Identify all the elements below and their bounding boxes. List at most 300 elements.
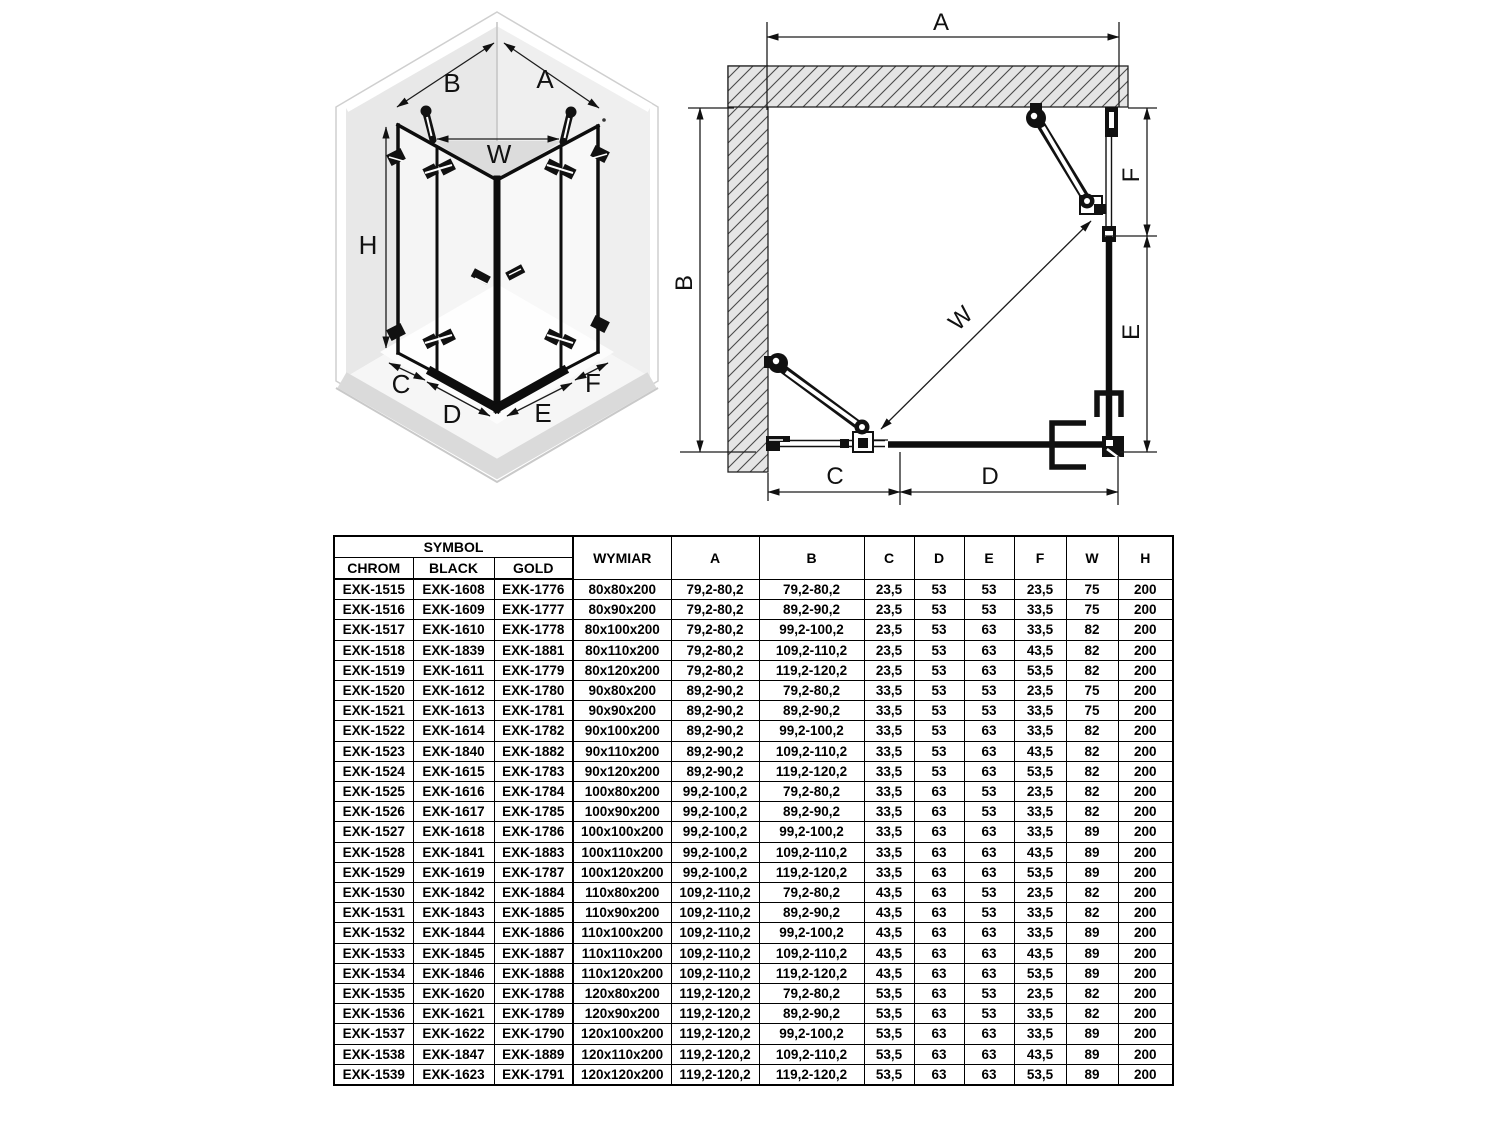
cell-dim-a: 109,2-110,2 — [671, 923, 759, 943]
cell-dim-w: 82 — [1066, 660, 1118, 680]
cell-dim-a: 89,2-90,2 — [671, 761, 759, 781]
cell-dim-d: 63 — [914, 883, 964, 903]
cell-wymiar: 110x90x200 — [573, 903, 671, 923]
cell-dim-a: 89,2-90,2 — [671, 701, 759, 721]
cell-dim-d: 63 — [914, 1044, 964, 1064]
cell-black: EXK-1619 — [413, 862, 494, 882]
cell-black: EXK-1841 — [413, 842, 494, 862]
cell-black: EXK-1614 — [413, 721, 494, 741]
cell-dim-f: 53,5 — [1014, 963, 1066, 983]
cell-dim-d: 63 — [914, 984, 964, 1004]
cell-wymiar: 120x90x200 — [573, 1004, 671, 1024]
cell-black: EXK-1608 — [413, 579, 494, 600]
cell-dim-f: 53,5 — [1014, 761, 1066, 781]
cell-dim-a: 109,2-110,2 — [671, 883, 759, 903]
cell-dim-b: 89,2-90,2 — [759, 802, 864, 822]
cell-dim-e: 53 — [964, 903, 1014, 923]
cell-dim-d: 53 — [914, 761, 964, 781]
cell-dim-h: 200 — [1118, 660, 1173, 680]
cell-chrom: EXK-1516 — [334, 600, 413, 620]
cell-chrom: EXK-1520 — [334, 681, 413, 701]
cell-black: EXK-1616 — [413, 782, 494, 802]
cell-dim-w: 82 — [1066, 903, 1118, 923]
cell-chrom: EXK-1539 — [334, 1064, 413, 1085]
cell-dim-b: 119,2-120,2 — [759, 862, 864, 882]
cell-black: EXK-1618 — [413, 822, 494, 842]
cell-dim-d: 63 — [914, 923, 964, 943]
cell-chrom: EXK-1532 — [334, 923, 413, 943]
table-row — [334, 963, 1173, 983]
cell-dim-d: 63 — [914, 943, 964, 963]
cell-dim-w: 89 — [1066, 1064, 1118, 1085]
cell-black: EXK-1615 — [413, 761, 494, 781]
cell-wymiar: 110x100x200 — [573, 923, 671, 943]
cell-dim-a: 79,2-80,2 — [671, 660, 759, 680]
cell-dim-b: 99,2-100,2 — [759, 721, 864, 741]
table-row — [334, 862, 1173, 882]
cell-gold: EXK-1790 — [494, 1024, 573, 1044]
cell-dim-e: 63 — [964, 1044, 1014, 1064]
cell-gold: EXK-1884 — [494, 883, 573, 903]
cell-dim-a: 79,2-80,2 — [671, 640, 759, 660]
cell-black: EXK-1847 — [413, 1044, 494, 1064]
symbol-group-header: SYMBOL — [334, 536, 573, 558]
col-header-e: E — [964, 536, 1014, 579]
cell-dim-b: 99,2-100,2 — [759, 923, 864, 943]
cell-chrom: EXK-1521 — [334, 701, 413, 721]
cell-gold: EXK-1791 — [494, 1064, 573, 1085]
cell-dim-h: 200 — [1118, 822, 1173, 842]
isometric-diagram — [320, 0, 670, 500]
cell-dim-e: 63 — [964, 1064, 1014, 1085]
cell-dim-w: 82 — [1066, 640, 1118, 660]
cell-dim-b: 99,2-100,2 — [759, 620, 864, 640]
cell-dim-d: 63 — [914, 842, 964, 862]
iso-label-d: D — [442, 399, 462, 429]
cell-dim-w: 89 — [1066, 862, 1118, 882]
plan-label-d: D — [981, 463, 999, 490]
cell-wymiar: 80x90x200 — [573, 600, 671, 620]
cell-dim-d: 53 — [914, 681, 964, 701]
cell-dim-d: 53 — [914, 640, 964, 660]
cell-dim-f: 53,5 — [1014, 862, 1066, 882]
cell-dim-a: 99,2-100,2 — [671, 822, 759, 842]
cell-dim-c: 43,5 — [864, 883, 914, 903]
cell-dim-f: 33,5 — [1014, 701, 1066, 721]
table-row — [334, 761, 1173, 781]
table-row — [334, 842, 1173, 862]
cell-dim-a: 109,2-110,2 — [671, 943, 759, 963]
cell-gold: EXK-1779 — [494, 660, 573, 680]
cell-dim-c: 33,5 — [864, 741, 914, 761]
cell-wymiar: 90x100x200 — [573, 721, 671, 741]
cell-chrom: EXK-1531 — [334, 903, 413, 923]
plan-diagram — [670, 0, 1190, 530]
cell-dim-e: 63 — [964, 660, 1014, 680]
cell-gold: EXK-1787 — [494, 862, 573, 882]
table-row — [334, 620, 1173, 640]
cell-dim-e: 63 — [964, 620, 1014, 640]
cell-chrom: EXK-1525 — [334, 782, 413, 802]
wall-bracket — [766, 436, 790, 451]
cell-dim-h: 200 — [1118, 721, 1173, 741]
cell-dim-e: 63 — [964, 842, 1014, 862]
cell-chrom: EXK-1538 — [334, 1044, 413, 1064]
cell-dim-w: 75 — [1066, 579, 1118, 600]
cell-gold: EXK-1782 — [494, 721, 573, 741]
cell-dim-e: 53 — [964, 579, 1014, 600]
cell-dim-b: 79,2-80,2 — [759, 782, 864, 802]
cell-dim-w: 82 — [1066, 782, 1118, 802]
cell-chrom: EXK-1527 — [334, 822, 413, 842]
dimensions-table-wrap — [333, 535, 1174, 1086]
cell-dim-e: 63 — [964, 822, 1014, 842]
cell-dim-f: 33,5 — [1014, 1024, 1066, 1044]
cell-black: EXK-1840 — [413, 741, 494, 761]
cell-dim-b: 109,2-110,2 — [759, 640, 864, 660]
cell-dim-b: 79,2-80,2 — [759, 681, 864, 701]
table-body — [334, 579, 1173, 1085]
cell-chrom: EXK-1517 — [334, 620, 413, 640]
cell-dim-e: 63 — [964, 761, 1014, 781]
cell-black: EXK-1612 — [413, 681, 494, 701]
plan-label-a: A — [932, 9, 950, 36]
cell-chrom: EXK-1529 — [334, 862, 413, 882]
cell-dim-h: 200 — [1118, 741, 1173, 761]
cell-dim-d: 63 — [914, 1024, 964, 1044]
cell-dim-w: 75 — [1066, 701, 1118, 721]
cell-dim-b: 119,2-120,2 — [759, 1064, 864, 1085]
cell-dim-h: 200 — [1118, 620, 1173, 640]
cell-dim-f: 33,5 — [1014, 923, 1066, 943]
cell-dim-c: 53,5 — [864, 1024, 914, 1044]
cell-dim-f: 33,5 — [1014, 721, 1066, 741]
cell-dim-d: 53 — [914, 741, 964, 761]
cell-dim-w: 82 — [1066, 883, 1118, 903]
cell-black: EXK-1620 — [413, 984, 494, 1004]
cell-dim-f: 53,5 — [1014, 1064, 1066, 1085]
cell-dim-d: 63 — [914, 963, 964, 983]
cell-dim-a: 119,2-120,2 — [671, 984, 759, 1004]
cell-gold: EXK-1781 — [494, 701, 573, 721]
cell-gold: EXK-1777 — [494, 600, 573, 620]
cell-gold: EXK-1783 — [494, 761, 573, 781]
cell-dim-c: 33,5 — [864, 802, 914, 822]
col-header-black: BLACK — [413, 558, 494, 580]
plan-enclosure — [764, 103, 1124, 467]
cell-dim-w: 82 — [1066, 1004, 1118, 1024]
col-header-w: W — [1066, 536, 1118, 579]
cell-dim-c: 33,5 — [864, 701, 914, 721]
cell-dim-a: 119,2-120,2 — [671, 1004, 759, 1024]
cell-dim-a: 79,2-80,2 — [671, 620, 759, 640]
cell-dim-h: 200 — [1118, 963, 1173, 983]
cell-gold: EXK-1776 — [494, 579, 573, 600]
cell-black: EXK-1621 — [413, 1004, 494, 1024]
cell-dim-c: 43,5 — [864, 943, 914, 963]
cell-dim-b: 89,2-90,2 — [759, 1004, 864, 1024]
cell-dim-c: 33,5 — [864, 822, 914, 842]
cell-wymiar: 90x120x200 — [573, 761, 671, 781]
cell-wymiar: 80x120x200 — [573, 660, 671, 680]
cell-dim-f: 23,5 — [1014, 782, 1066, 802]
cell-gold: EXK-1780 — [494, 681, 573, 701]
cell-dim-f: 43,5 — [1014, 842, 1066, 862]
cell-dim-e: 63 — [964, 923, 1014, 943]
cell-dim-f: 53,5 — [1014, 660, 1066, 680]
cell-dim-c: 23,5 — [864, 620, 914, 640]
col-header-h: H — [1118, 536, 1173, 579]
cell-wymiar: 110x120x200 — [573, 963, 671, 983]
cell-dim-d: 63 — [914, 782, 964, 802]
col-header-wymiar: WYMIAR — [573, 536, 671, 579]
cell-dim-f: 43,5 — [1014, 1044, 1066, 1064]
plan-label-f: F — [1118, 167, 1145, 183]
cell-wymiar: 90x110x200 — [573, 741, 671, 761]
cell-dim-b: 99,2-100,2 — [759, 1024, 864, 1044]
cell-dim-f: 23,5 — [1014, 681, 1066, 701]
cell-gold: EXK-1778 — [494, 620, 573, 640]
table-row — [334, 701, 1173, 721]
cell-dim-c: 33,5 — [864, 681, 914, 701]
cell-wymiar: 100x110x200 — [573, 842, 671, 862]
cell-gold: EXK-1887 — [494, 943, 573, 963]
cell-dim-h: 200 — [1118, 1064, 1173, 1085]
cell-dim-c: 33,5 — [864, 721, 914, 741]
cell-dim-d: 53 — [914, 600, 964, 620]
corner-hardware — [1052, 393, 1124, 467]
cell-wymiar: 110x80x200 — [573, 883, 671, 903]
cell-dim-d: 53 — [914, 721, 964, 741]
col-header-d: D — [914, 536, 964, 579]
cell-wymiar: 100x90x200 — [573, 802, 671, 822]
cell-chrom: EXK-1536 — [334, 1004, 413, 1024]
cell-dim-h: 200 — [1118, 600, 1173, 620]
cell-black: EXK-1610 — [413, 620, 494, 640]
col-header-chrom: CHROM — [334, 558, 413, 580]
cell-black: EXK-1622 — [413, 1024, 494, 1044]
cell-dim-w: 75 — [1066, 600, 1118, 620]
cell-wymiar: 120x110x200 — [573, 1044, 671, 1064]
cell-wymiar: 100x100x200 — [573, 822, 671, 842]
cell-dim-f: 23,5 — [1014, 984, 1066, 1004]
cell-dim-d: 63 — [914, 1064, 964, 1085]
cell-dim-f: 33,5 — [1014, 620, 1066, 640]
table-row — [334, 782, 1173, 802]
cell-dim-d: 63 — [914, 822, 964, 842]
cell-dim-d: 63 — [914, 802, 964, 822]
cell-gold: EXK-1784 — [494, 782, 573, 802]
cell-gold: EXK-1888 — [494, 963, 573, 983]
cell-wymiar: 100x120x200 — [573, 862, 671, 882]
cell-dim-w: 82 — [1066, 721, 1118, 741]
cell-dim-a: 89,2-90,2 — [671, 681, 759, 701]
iso-label-e: E — [534, 398, 552, 428]
cell-dim-e: 53 — [964, 681, 1014, 701]
cell-dim-b: 109,2-110,2 — [759, 842, 864, 862]
cell-dim-f: 33,5 — [1014, 822, 1066, 842]
cell-dim-e: 53 — [964, 782, 1014, 802]
table-row — [334, 984, 1173, 1004]
cell-dim-f: 23,5 — [1014, 883, 1066, 903]
cell-gold: EXK-1881 — [494, 640, 573, 660]
plan-label-c: C — [826, 463, 844, 490]
cell-dim-c: 23,5 — [864, 579, 914, 600]
table-row — [334, 822, 1173, 842]
cell-dim-b: 79,2-80,2 — [759, 579, 864, 600]
cell-dim-w: 82 — [1066, 741, 1118, 761]
cell-chrom: EXK-1535 — [334, 984, 413, 1004]
cell-dim-a: 119,2-120,2 — [671, 1024, 759, 1044]
cell-wymiar: 120x80x200 — [573, 984, 671, 1004]
cell-dim-e: 63 — [964, 963, 1014, 983]
cell-dim-c: 53,5 — [864, 984, 914, 1004]
iso-label-a: A — [536, 64, 554, 94]
cell-chrom: EXK-1526 — [334, 802, 413, 822]
cell-dim-a: 89,2-90,2 — [671, 741, 759, 761]
cell-dim-c: 33,5 — [864, 782, 914, 802]
cell-black: EXK-1611 — [413, 660, 494, 680]
cell-dim-c: 33,5 — [864, 761, 914, 781]
cell-wymiar: 90x80x200 — [573, 681, 671, 701]
cell-gold: EXK-1882 — [494, 741, 573, 761]
cell-wymiar: 110x110x200 — [573, 943, 671, 963]
cell-black: EXK-1617 — [413, 802, 494, 822]
table-row — [334, 600, 1173, 620]
plan-label-e: E — [1118, 323, 1145, 341]
dimensions-table — [333, 535, 1174, 1086]
cell-wymiar: 90x90x200 — [573, 701, 671, 721]
cell-dim-w: 89 — [1066, 842, 1118, 862]
cell-dim-w: 82 — [1066, 984, 1118, 1004]
cell-black: EXK-1839 — [413, 640, 494, 660]
cell-dim-e: 53 — [964, 802, 1014, 822]
cell-dim-a: 99,2-100,2 — [671, 782, 759, 802]
table-row — [334, 721, 1173, 741]
cell-dim-d: 53 — [914, 579, 964, 600]
cell-dim-e: 53 — [964, 600, 1014, 620]
table-row — [334, 943, 1173, 963]
cell-gold: EXK-1788 — [494, 984, 573, 1004]
cell-dim-w: 89 — [1066, 822, 1118, 842]
cell-dim-f: 43,5 — [1014, 741, 1066, 761]
cell-wymiar: 80x100x200 — [573, 620, 671, 640]
cell-dim-h: 200 — [1118, 1004, 1173, 1024]
cell-dim-f: 43,5 — [1014, 943, 1066, 963]
cell-dim-w: 82 — [1066, 620, 1118, 640]
cell-chrom: EXK-1515 — [334, 579, 413, 600]
cell-dim-a: 79,2-80,2 — [671, 600, 759, 620]
cell-dim-b: 109,2-110,2 — [759, 741, 864, 761]
cell-dim-h: 200 — [1118, 1024, 1173, 1044]
cell-wymiar: 100x80x200 — [573, 782, 671, 802]
cell-dim-w: 89 — [1066, 943, 1118, 963]
cell-black: EXK-1846 — [413, 963, 494, 983]
table-row — [334, 883, 1173, 903]
cell-black: EXK-1609 — [413, 600, 494, 620]
cell-chrom: EXK-1533 — [334, 943, 413, 963]
cell-gold: EXK-1886 — [494, 923, 573, 943]
cell-dim-c: 43,5 — [864, 903, 914, 923]
cell-dim-h: 200 — [1118, 883, 1173, 903]
col-header-c: C — [864, 536, 914, 579]
cell-dim-w: 89 — [1066, 1044, 1118, 1064]
cell-gold: EXK-1883 — [494, 842, 573, 862]
cell-gold: EXK-1785 — [494, 802, 573, 822]
cell-dim-b: 109,2-110,2 — [759, 943, 864, 963]
table-row — [334, 802, 1173, 822]
cell-dim-a: 89,2-90,2 — [671, 721, 759, 741]
table-row — [334, 579, 1173, 600]
cell-dim-e: 53 — [964, 984, 1014, 1004]
open-door-f — [1026, 103, 1106, 214]
cell-chrom: EXK-1530 — [334, 883, 413, 903]
iso-label-c: C — [391, 369, 411, 399]
cell-dim-b: 109,2-110,2 — [759, 1044, 864, 1064]
col-header-b: B — [759, 536, 864, 579]
cell-dim-h: 200 — [1118, 943, 1173, 963]
cell-dim-h: 200 — [1118, 681, 1173, 701]
cell-dim-h: 200 — [1118, 842, 1173, 862]
cell-dim-w: 89 — [1066, 1024, 1118, 1044]
cell-dim-f: 33,5 — [1014, 903, 1066, 923]
cell-dim-d: 53 — [914, 660, 964, 680]
cell-dim-f: 33,5 — [1014, 600, 1066, 620]
cell-dim-h: 200 — [1118, 802, 1173, 822]
cell-dim-e: 63 — [964, 1024, 1014, 1044]
cell-chrom: EXK-1528 — [334, 842, 413, 862]
cell-dim-d: 63 — [914, 862, 964, 882]
cell-dim-a: 109,2-110,2 — [671, 903, 759, 923]
cell-dim-h: 200 — [1118, 579, 1173, 600]
cell-dim-d: 53 — [914, 620, 964, 640]
cell-dim-h: 200 — [1118, 761, 1173, 781]
cell-dim-e: 53 — [964, 701, 1014, 721]
cell-dim-f: 33,5 — [1014, 802, 1066, 822]
cell-dim-b: 119,2-120,2 — [759, 660, 864, 680]
col-header-a: A — [671, 536, 759, 579]
cell-dim-c: 43,5 — [864, 963, 914, 983]
cell-dim-b: 79,2-80,2 — [759, 984, 864, 1004]
plan-label-w: W — [943, 301, 979, 337]
cell-dim-c: 53,5 — [864, 1004, 914, 1024]
col-header-gold: GOLD — [494, 558, 573, 580]
screw-dot-icon — [602, 118, 606, 122]
cell-gold: EXK-1885 — [494, 903, 573, 923]
cell-chrom: EXK-1524 — [334, 761, 413, 781]
cell-dim-w: 89 — [1066, 923, 1118, 943]
cell-wymiar: 120x120x200 — [573, 1064, 671, 1085]
cell-dim-a: 109,2-110,2 — [671, 963, 759, 983]
cell-dim-e: 63 — [964, 721, 1014, 741]
table-row — [334, 903, 1173, 923]
iso-label-h: H — [358, 230, 378, 260]
cell-dim-h: 200 — [1118, 862, 1173, 882]
cell-dim-b: 119,2-120,2 — [759, 963, 864, 983]
cell-dim-c: 53,5 — [864, 1064, 914, 1085]
cell-chrom: EXK-1519 — [334, 660, 413, 680]
table-row — [334, 640, 1173, 660]
cell-dim-w: 89 — [1066, 963, 1118, 983]
table-row — [334, 1064, 1173, 1085]
cell-gold: EXK-1789 — [494, 1004, 573, 1024]
table-row — [334, 1044, 1173, 1064]
cell-chrom: EXK-1518 — [334, 640, 413, 660]
cell-black: EXK-1844 — [413, 923, 494, 943]
cell-chrom: EXK-1523 — [334, 741, 413, 761]
table-row — [334, 923, 1173, 943]
cell-dim-e: 53 — [964, 1004, 1014, 1024]
